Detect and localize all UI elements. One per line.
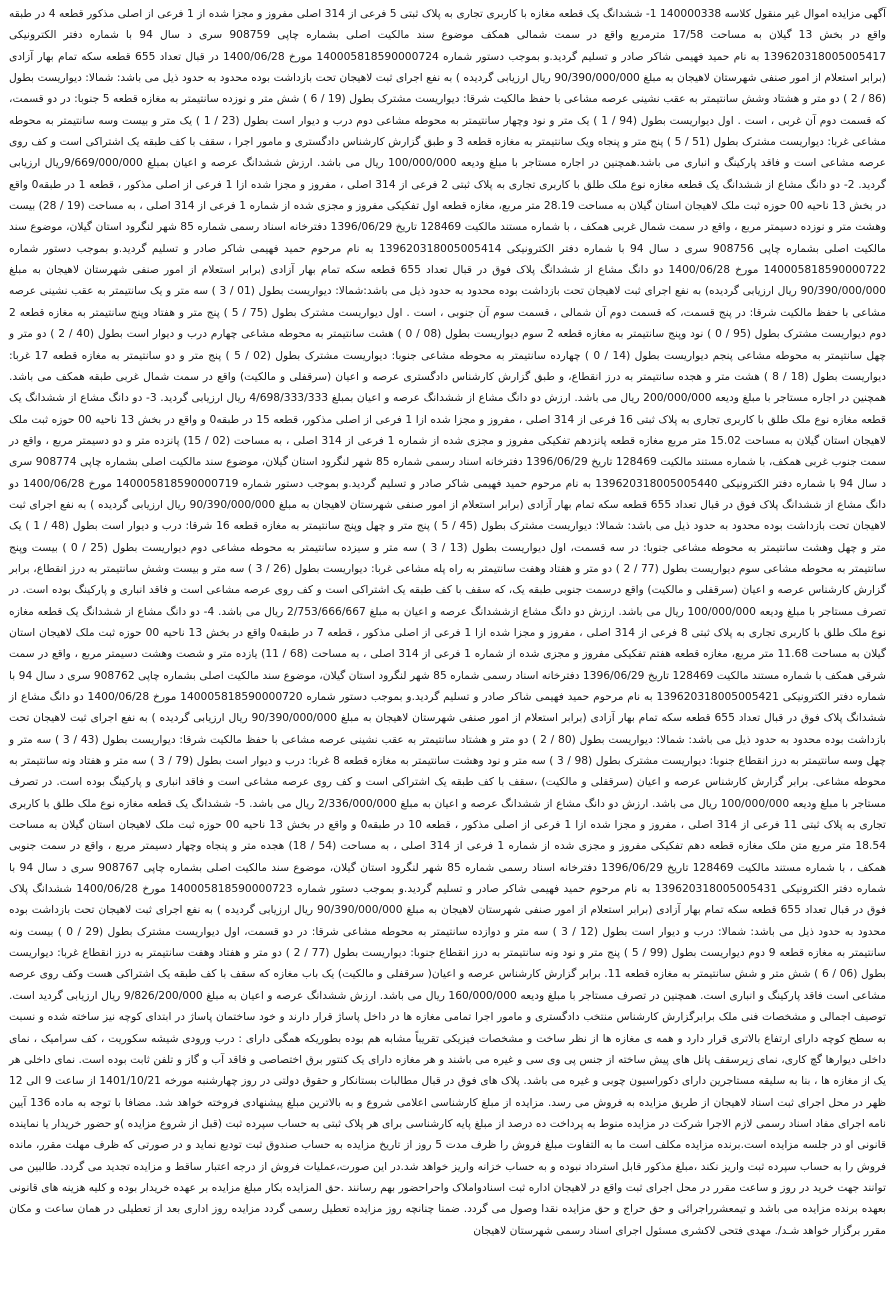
auction-notice [9, 3, 886, 1241]
notice-body: آگهی مزایده اموال غیر منقول کلاسه 140000338 1- ششدانگ یک قطعه مغازه با کاربری تجاری به پلاک ثبتی 5 فرعی از 314 اصلی مفروز و مجزا شده از 1 فرعی از اصلی مذکور قطعه 4 در طبقه واقع در بخش 13 گیلان به مساحت 17/58 مترمربع واقع در سمت شمالی همکف موضوع سند مالکیت اصلی بشماره چاپی 908759 سری د سال 94 با شماره دفتر الکترونیکی 139620318005005417 به نام حمید فهیمی شاکر صادر و تسلیم گردید.و بموجب دستور شماره 140005818590000724 مورخ 1400/06/28 در قبال تعداد 655 قطعه سکه تمام بهار آزادی (برابر استعلام از امور صنفی شهرستان لاهیجان به مبلغ 90/390/000/000 ریال ارزیابی گردیده ) به نفع اجرای ثبت لاهیجان تحت بازداشت بوده محدود به حدود ذیل می باشد: شمالا: دیواریست بطول (86 / 2 ) دو متر و هشتاد وشش سانتیمتر به عقب نشینی عرصه مشاعی با حفظ مالکیت شرقا: دیواریست مشترک بطول (19 / 6 ) شش متر و نوزده سانتیمتر به مغازه قطعه 5 جنوبا: در دو قسمت، که قسمت دوم آن غربی ، است . اول دیواریست بطول (94 / 1 ) یک متر و نود وچهار سانتیمتر به محوطه مشاعی دوم درب و دیوار است بطول (23 / 1 ) یک متر و بیست وسه سانتیمتر به محوطه مشاعی غربا: دیواریست مشترک بطول (51 / 5 ) پنج متر و پنجاه ویک سانتیمتر به مغازه قطعه 3 و طبق گزارش کارشناس دادگستری و مامور اجرا ، سقف با کف طبقه یک اشتراکی است و کف روی عرصه مشاعی است و فاقد پارکینگ و انباری می باشد.همچنین در اجاره مستاجر با مبلغ ودیعه 100/000/000 ریال می باشد. ارزش ششدانگ عرصه و اعیان بمبلغ 9/669/000/000ریال ارزیابی گردید. 2- دو دانگ مشاع از ششدانگ یک قطعه مغازه نوع ملک طلق با کاربری تجاری به پلاک ثبتی 2 فرعی از 314 اصلی ، مفروز و مجزا شده ازا 1 فرعی از اصلی مذکور ، قطعه 1 در طبقه0 واقع در بخش 13 ناحیه 00 حوزه ثبت ملک لاهیجان استان گیلان به مساحت 28.19 متر مربع، مغازه قطعه اول تفکیکی مفروز و مجزی شده از شماره 1 فرعی از 314 اصلی ، به مساحت (19 / 28) بیست وهشت متر و نوزده دسیمتر مربع ، واقع در سمت شمال غربی همکف ، با شماره مستند مالکیت 128469 تاریخ 1396/06/29 دفترخانه اسناد رسمی شماره 85 شهر لنگرود استان گیلان، موضوع سند مالکیت اصلی بشماره چاپی 908756 سری د سال 94 با شماره دفتر الکترونیکی 139620318005005414 به نام مرحوم حمید فهیمی شاکر صادر و تسلیم گردید.و بموجب دستور شماره 140005818590000722 مورخ 1400/06/28 دو دانگ مشاع از ششدانگ پلاک فوق در قبال تعداد 655 قطعه سکه تمام بهار آزادی (برابر استعلام از امور صنفی شهرستان لاهیجان به مبلغ 90/390/000/000 ریال ارزیابی گردیده) به نفع اجرای ثبت لاهیجان تحت بازداشت بوده محدود به حدود ذیل می باشد:شمالا: دیواریست بطول (01 / 3 ) سه متر و یک سانتیمتر به عقب نشینی عرصه مشاعی با حفظ مالکیت شرقا: در پنج قسمت، که قسمت دوم آن شمالی ، قسمت سوم آن جنوبی ، است . اول دیواریست مشترک بطول (75 / 5 ) پنج متر و هفتاد وپنج سانتیمتر به مغازه قطعه 2 دوم دیواریست مشترک بطول (95 / 0 ) نود وپنج سانتیمتر به مغازه قطعه 2 سوم دیواریست بطول (08 / 0 ) هشت سانتیمتر به محوطه مشاعی چهارم درب و دیوار است بطول (40 / 2 ) دو متر و چهل سانتیمتر به محوطه مشاعی پنجم دیواریست بطول (14 / 0 ) چهارده سانتیمتر به محوطه مشاعی جنوبا: دیواریست مشترک بطول (02 / 5 ) پنج متر و دو سانتیمتر به مغازه قطعه 17 غربا: دیواریست بطول (18 / 8 ) هشت متر و هجده سانتیمتر به درز انقطاع، و طبق گزارش کارشناس دادگستری عرصه و اعیان (سرقفلی و مالکیت) واقع در سمت شمال غربی طبقه همکف می باشد. همچنین در اجاره مستاجر با مبلغ ودیعه 200/000/000 ریال می باشد. ارزش دو دانگ مشاع از ششدانگ عرصه و اعیان بمبلغ 4/698/333/333 ریال ارزیابی گردید. 3- دو دانگ مشاع از ششدانگ یک قطعه مغازه نوع ملک طلق با کاربری تجاری به پلاک ثبتی 16 فرعی از 314 اصلی ، مفروز و مجزا شده ازا 1 فرعی از اصلی مذکور، قطعه 15 در طبقه0 و واقع در بخش 13 ناحیه 00 حوزه ثبت ملک لاهیجان استان گیلان به مساحت 15.02 متر مربع مغازه قطعه پانزدهم تفکیکی مفروز و مجزی شده از شماره 1 فرعی از 314 اصلی ، به مساحت (02 / 15) پانزده متر و دو دسیمتر مربع ، واقع در سمت جنوب غربی همکف، با شماره مستند مالکیت 128469 تاریخ 1396/06/29 دفترخانه اسناد رسمی شماره 85 شهر لنگرود استان گیلان، موضوع سند مالکیت اصلی بشماره چاپی 908774 سری د سال 94 با شماره دفتر الکترونیکی 139620318005005440 به نام مرحوم حمید فهیمی شاکر صادر و تسلیم گردید.و بموجب دستور شماره 140005818590000719 مورخ 1400/06/28 دو دانگ مشاع از ششدانگ پلاک فوق در قبال تعداد 655 قطعه سکه تمام بهار آزادی (برابر استعلام از امور صنفی شهرستان لاهیجان به مبلغ 90/390/000/000 ریال ارزیابی گردیده ) به نفع اجرای ثبت لاهیجان تحت بازداشت بوده محدود به حدود ذیل می باشد: شمالا: دیواریست مشترک بطول (45 / 5 ) پنج متر و چهل وپنج سانتیمتر به مغازه قطعه 16 شرقا: درب و دیوار است بطول (48 / 1 ) یک متر و چهل وهشت سانتیمتر به محوطه مشاعی جنوبا: در سه قسمت، اول دیواریست بطول (13 / 3 ) سه متر و سیزده سانتیمتر به محوطه مشاعی دوم دیواریست بطول (25 / 0 ) بیست وپنج سانتیمتر به محوطه مشاعی سوم دیواریست بطول (77 / 2 ) دو متر و هفتاد وهفت سانتیمتر به راه پله مشاعی غربا: دیواریست بطول (26 / 3 ) سه متر و بیست وشش سانتیمتر به درز انقطاع، برابر گزارش کارشناس عرصه و اعیان (سرقفلی و مالکیت) واقع درسمت جنوبی طبقه یک، که سقف با کف طبقه یک اشتراکی است و کف روی عرصه مشاعی است و فاقد انباری و پارکینگ بوده است. در تصرف مستاجر با مبلغ ودیعه 100/000/000 ریال می باشد. ارزش دو دانگ مشاع ازششدانگ عرصه و اعیان به مبلغ 2/753/666/667 ریال می باشد. 4- دو دانگ مشاع از ششدانگ یک قطعه مغازه نوع ملک طلق با کاربری تجاری به پلاک ثبتی 8 فرعی از 314 اصلی ، مفروز و مجزا شده ازا 1 فرعی از اصلی مذکور ، قطعه 7 در طبقه0 واقع در بخش 13 ناحیه 00 حوزه ثبت ملک لاهیجان استان گیلان به مساحت 11.68 متر مربع، مغازه قطعه هفتم تفکیکی مفروز و مجزی شده از شماره 1 فرعی از 314 اصلی ، به مساحت (68 / 11) یازده متر و شصت وهشت دسیمتر مربع ، واقع در سمت شرقی همکف با شماره مستند مالکیت 128469 تاریخ 1396/06/29 دفترخانه اسناد رسمی شماره 85 شهر لنگرود استان گیلان، موضوع سند مالکیت اصلی بشماره چاپی 908762 سری د سال 94 با شماره دفتر الکترونیکی 139620318005005421 به نام مرحوم حمید فهیمی شاکر صادر و تسلیم گردید.و بموجب دستور شماره 140005818590000720 مورخ 1400/06/28 دو دانگ مشاع از ششدانگ پلاک فوق در قبال تعداد 655 قطعه سکه تمام بهار آزادی (برابر استعلام از امور صنفی شهرستان لاهیجان به مبلغ 90/390/000/000 ریال ارزیابی گردیده ) به نفع اجرای ثبت لاهیجان تحت بازداشت بوده محدود به حدود ذیل می باشد: شمالا: دیواریست بطول (80 / 2 ) دو متر و هشتاد سانتیمتر به عقب نشینی عرصه مشاعی با حفظ مالکیت شرقا: دیواریست بطول (43 / 3 ) سه متر و چهل وسه سانتیمتر به درز انقطاع جنوبا: دیواریست مشترک بطول (98 / 3 ) سه متر و نود وهشت سانتیمتر به مغازه قطعه 8 غربا: درب و دیوار است بطول (79 / 3 ) سه متر و هفتاد ونه سانتیمتر به محوطه مشاعی. برابر گزارش کارشناس عرصه و اعیان (سرقفلی و مالکیت) ،سقف با کف طبقه یک اشتراکی است و کف روی عرصه مشاعی است و فاقد انباری و پارکینگ بوده است. در تصرف مستاجر با مبلغ ودیعه 100/000/000 ریال می باشد. ارزش دو دانگ مشاع از ششدانگ عرصه و اعیان به مبلغ 2/336/000/000 ریال می باشد. 5- ششدانگ یک قطعه مغازه نوع ملک طلق با کاربری تجاری به پلاک ثبتی 11 فرعی از 314 اصلی ، مفروز و مجزا شده ازا 1 فرعی از اصلی مذکور ، قطعه 10 در طبقه0 و واقع در بخش 13 ناحیه 00 حوزه ثبت ملک لاهیجان استان گیلان به مساحت 18.54 متر مربع متن ملک مغازه قطعه دهم تفکیکی مفروز و مجزی شده از شماره 1 فرعی از 314 اصلی ، به مساحت (54 / 18) هجده متر و پنجاه وچهار دسیمتر مربع ، واقع در سمت جنوبی همکف ، با شماره مستند مالکیت 128469 تاریخ 1396/06/29 دفترخانه اسناد رسمی شماره 85 شهر لنگرود استان گیلان، موضوع سند مالکیت اصلی بشماره چاپی 908767 سری د سال 94 با شماره دفتر الکترونیکی 139620318005005431 به نام مرحوم حمید فهیمی شاکر صادر و تسلیم گردید.و بموجب دستور شماره 140005818590000723 مورخ 1400/06/28 ششدانگ پلاک فوق در قبال تعداد 655 قطعه سکه تمام بهار آزادی (برابر استعلام از امور صنفی شهرستان لاهیجان به مبلغ 90/390/000/000 ریال ارزیابی گردیده ) به نفع اجرای ثبت لاهیجان تحت بازداشت بوده محدود به حدود ذیل می باشد: شمالا: درب و دیوار است بطول (12 / 3 ) سه متر و دوازده سانتیمتر به محوطه مشاعی شرقا: در دو قسمت، اول دیواریست مشترک بطول (29 / 0 ) بیست ونه سانتیمتر به مغازه قطعه 9 دوم دیواریست بطول (99 / 5 ) پنج متر و نود ونه سانتیمتر به درز انقطاع جنوبا: دیواریست بطول (77 / 2 ) دو متر و هفتاد وهفت سانتیمتر به درز انقطاع غربا: دیواریست بطول (06 / 6 ) شش متر و شش سانتیمتر به مغازه قطعه 11. برابر گزارش کارشناس عرصه و اعیان( سرقفلی و مالکیت) یک باب مغازه که سقف با کف طبقه یک اشتراکی هست وکف روی عرصه مشاعی است فاقد پارکینگ و انباری است. همچنین در تصرف مستاجر با مبلغ ودیعه 160/000/000 ریال می باشد. ارزش ششدانگ عرصه و اعیان به مبلغ 9/826/200/000 ریال ارزیابی گردید است. توصیف اجمالی و مشخصات فنی ملک برابرگزارش کارشناس منتخب دادگستری و مامور اجرا تمامی مغازه ها در داخل پاساژ قرار دارند و خود ساختمان پاساژ در ابتدای کوچه نیز ساخته شده و نسبت به سطح کوچه دارای ارتفاع بالاتری قرار دارد و همه ی مغازه ها از نظر ساخت و مشخصات فیزیکی تقریباً مشابه هم بوده بطوریکه همگی دارای : درب ورودی شیشه سکوریت ، کف سرامیک ، نمای داخلی دیوارها گچ کاری، نمای زیرسقف پانل های پیش ساخته از جنس پی وی سی و غیره می باشند و هر مغازه دارای یک کنتور برق اختصاصی و فاقد آب و گاز و تلفن ثابت بوده است. نمای داخلی هر یک از مغازه ها ، بنا به سلیقه مستاجرین دارای دکوراسیون چوبی و غیره می باشد. پلاک های فوق در قبال مطالبات بستانکار و حقوق دولتی در روز چهارشنبه مورخه 1401/10/21 از ساعت 9 الی 12 ظهر در محل اجرای ثبت اسناد لاهیجان از طریق مزایده به فروش می رسد. مزایده از مبلغ کارشناسی اعلامی شروع و به بالاترین مبلغ پیشنهادی فروخته خواهد شد. مضافا با توجه به ماده 136 آیین نامه اجرای مفاد اسناد رسمی لازم الاجرا شرکت در مزایده منوط به پرداخت ده درصد از مبلغ پایه کارشناسی برای هر پلاک ثبتی به حساب سپرده ثبت (قبل از شروع مزایده )و حضور خریدار یا نماینده قانونی او در جلسه مزایده است.برنده مزایده مکلف است ما به التفاوت مبلغ فروش را ظرف مدت 5 روز از تاریخ مزایده به حساب صندوق ثبت تودیع نماید و در صورتی که ظرف مهلت مقرر، مانده فروش را به حساب سپرده ثبت واریز نکند ،مبلغ مذکور قابل استرداد نبوده و به حساب خزانه واریز خواهد شد.در این صورت،عملیات فروش از درجه اعتبار ساقط و مزایده تجدید می گردد. طالبین می توانند جهت خرید در روز و ساعت مقرر در محل اجرای ثبت واقع در لاهیجان اداره ثبت اسنادواملاک واحراحضور بهم رسانند .حق المزایده بکار مبلغ مزایده بر عهده خریدار بوده و کلیه هزینه های قانونی بعهده برنده مزایده می باشد و تیمعشرراجرائی و حق حراج و حق مزایده نقدا وصول می گردد. ضمنا چنانچه روز مزایده تعطیل رسمی گردد مزایده روز اداری بعد از تعطیلی در همان ساعت و مکان مقرر برگزار خواهد شـد/. مهدی فتحی لاکشری مسئول اجرای اسناد رسمی شهرستان لاهیجان [9, 7, 887, 1237]
